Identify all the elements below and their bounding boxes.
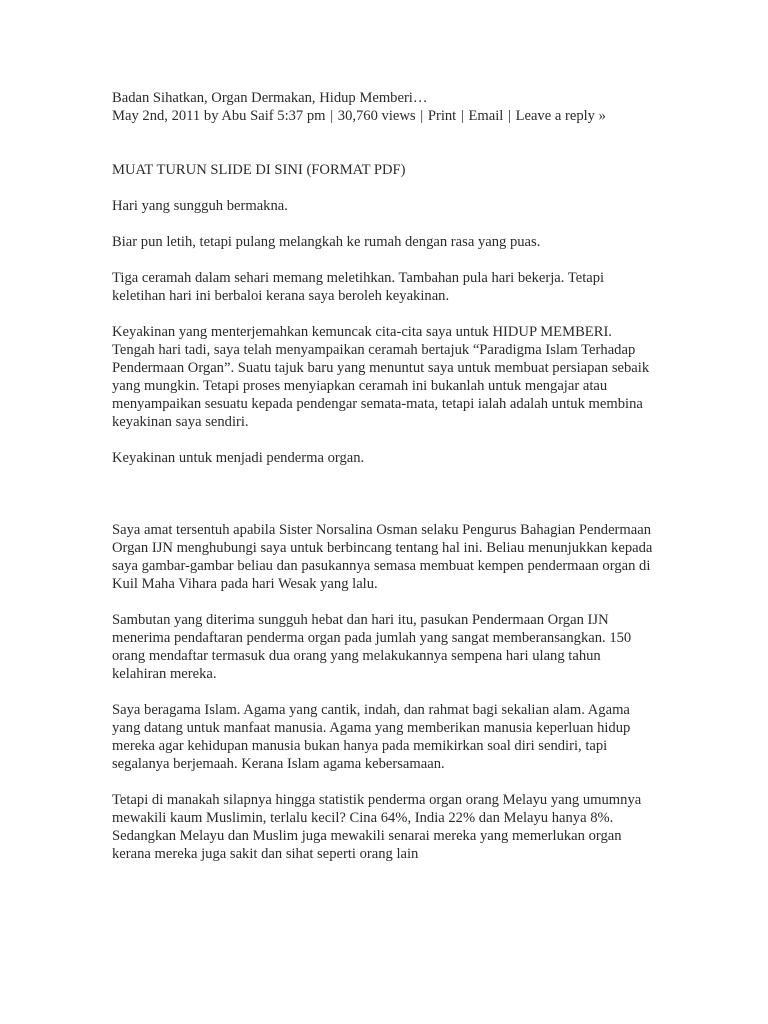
paragraph: Hari yang sungguh bermakna.: [112, 198, 288, 214]
paragraph: Saya amat tersentuh apabila Sister Norsalina Osman selaku Pengurus Bahagian Pendermaan Organ IJN menghubungi saya untuk berbincang tentang hal ini. Beliau menunjukkan kepada saya gambar-gambar beliau dan pasukannya semasa membuat kempen pendermaan organ di Kuil Maha Vihara pada hari Wesak yang lalu.: [112, 522, 653, 592]
post-meta: [112, 107, 657, 125]
paragraph: Keyakinan untuk menjadi penderma organ.: [112, 450, 365, 466]
post-views: 30,760 views: [337, 108, 416, 124]
blank-spacer: [112, 467, 657, 503]
post-time: 5:37 pm: [277, 108, 326, 124]
post-date: May 2nd, 2011: [112, 108, 201, 124]
post-title: Badan Sihatkan, Organ Dermakan, Hidup Memberi…: [112, 90, 428, 106]
post-by: by: [203, 108, 219, 124]
meta-separator: |: [420, 108, 424, 124]
meta-separator: |: [330, 108, 334, 124]
paragraph: Sambutan yang diterima sungguh hebat dan hari itu, pasukan Pendermaan Organ IJN menerima pendaftaran penderma organ pada jumlah yang sangat memberansangkan. 150 orang mendaftar termasuk dua orang yang melakukannya sempena hari ulang tahun kelahiran mereka.: [112, 612, 632, 682]
post-author: Abu Saif: [221, 108, 274, 124]
paragraph: Tetapi di manakah silapnya hingga statistik penderma organ orang Melayu yang umumnya mewakili kaum Muslimin, terlalu kecil? Cina 64%, India 22% dan Melayu hanya 8%. Sedangkan Melayu dan Muslim juga mewakili senarai mereka yang memerlukan organ kerana mereka juga sakit dan sihat seperti orang lain: [112, 792, 642, 862]
meta-separator: |: [460, 108, 464, 124]
paragraph: Saya beragama Islam. Agama yang cantik, indah, dan rahmat bagi sekalian alam. Agama yang datang untuk manfaat manusia. Agama yang memberikan manusia keperluan hidup mereka agar kehidupan manusia bukan hanya pada memikirkan soal diri sendiri, tapi segalanya berjemaah. Kerana Islam agama kebersamaan.: [112, 702, 631, 772]
paragraph: Keyakinan yang menterjemahkan kemuncak cita-cita saya untuk HIDUP MEMBERI. Tengah hari tadi, saya telah menyampaikan ceramah bertajuk “Paradigma Islam Terhadap Pendermaan Organ”. Suatu tajuk baru yang menuntut saya untuk membuat persiapan sebaik yang mungkin. Tetapi proses menyiapkan ceramah ini bukanlah untuk mengajar atau menyampaikan sesuatu kepada pendengar semata-mata, tetapi ialah adalah untuk membina keyakinan saya sendiri.: [112, 324, 650, 430]
leave-reply-link[interactable]: Leave a reply »: [515, 108, 606, 124]
article: [112, 89, 657, 863]
email-link[interactable]: Email: [468, 108, 504, 124]
paragraph: Biar pun letih, tetapi pulang melangkah ke rumah dengan rasa yang puas.: [112, 234, 541, 250]
download-slide-link[interactable]: MUAT TURUN SLIDE DI SINI (FORMAT PDF): [112, 162, 406, 178]
paragraph: Tiga ceramah dalam sehari memang meletihkan. Tambahan pula hari bekerja. Tetapi keletihan hari ini berbaloi kerana saya beroleh keyakinan.: [112, 270, 605, 304]
meta-separator: |: [507, 108, 511, 124]
print-link[interactable]: Print: [427, 108, 457, 124]
